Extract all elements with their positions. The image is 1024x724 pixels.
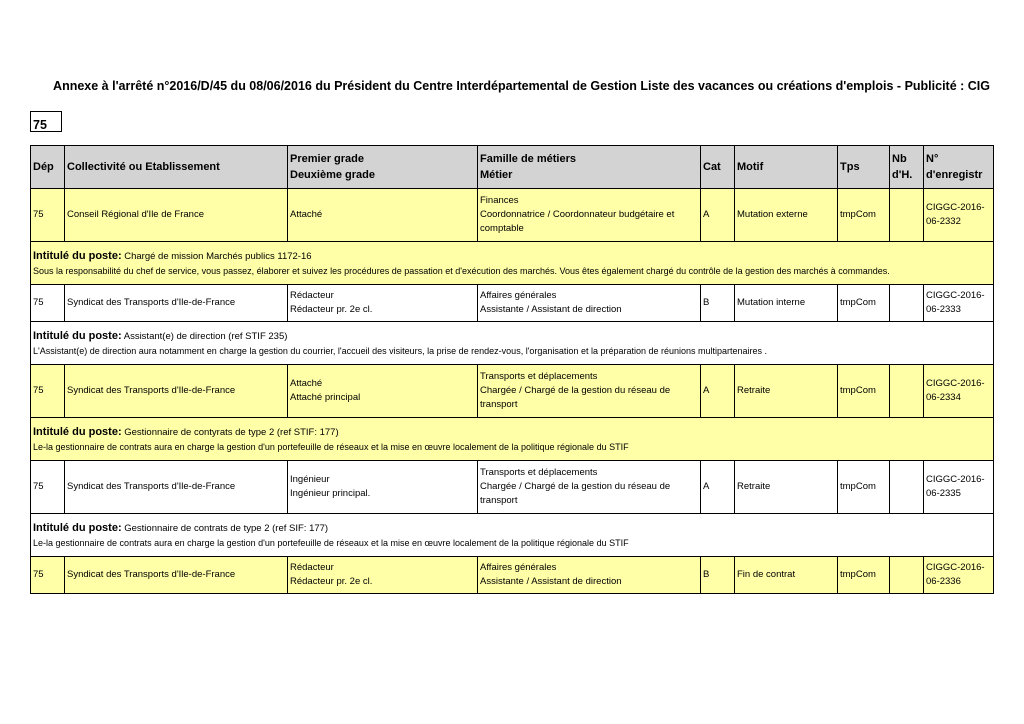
cell-famille-metier (478, 461, 701, 514)
intitule-label: Intitulé du poste: (33, 425, 122, 438)
intitule-value: Chargé de mission Marchés publics 1172-16 (124, 250, 312, 262)
cell-num (924, 365, 994, 418)
cell-grade1: Attaché (290, 209, 323, 220)
job-description-cell (31, 322, 994, 365)
cell-num (924, 285, 994, 322)
cell-metier: Coordonnatrice / Coordonnateur budgétaire et comptable (480, 209, 675, 234)
cell-grades (288, 461, 478, 514)
cell-nb (890, 557, 924, 594)
table-row (31, 461, 994, 514)
header-famille-metier (478, 146, 701, 189)
cell-tps: tmpCom (838, 285, 890, 322)
cell-grade1: Rédacteur (290, 290, 334, 301)
cell-num (924, 461, 994, 514)
job-description-row (31, 418, 994, 461)
header-metier: Métier (480, 169, 513, 181)
header-famille: Famille de métiers (480, 153, 576, 165)
intitule-label: Intitulé du poste: (33, 521, 122, 534)
cell-famille: Finances (480, 195, 519, 206)
cell-motif: Retraite (735, 461, 838, 514)
header-grade2: Deuxième grade (290, 169, 375, 181)
cell-grades (288, 365, 478, 418)
cell-num-1: CIGGC-2016- (926, 202, 985, 213)
job-description-cell (31, 242, 994, 285)
header-tps: Tps (838, 146, 890, 189)
table-row (31, 365, 994, 418)
header-num (924, 146, 994, 189)
header-nb (890, 146, 924, 189)
document-title: Annexe à l'arrêté n°2016/D/45 du 08/06/2016 du Président du Centre Interdépartemental de Gestion Liste des vacances ou créations d'emplois - Publicité : CIG (53, 79, 990, 93)
cell-num-1: CIGGC-2016- (926, 290, 985, 301)
cell-num-2: 06-2332 (926, 216, 961, 227)
cell-num-2: 06-2334 (926, 392, 961, 403)
cell-num-1: CIGGC-2016- (926, 474, 985, 485)
cell-motif: Mutation externe (735, 189, 838, 242)
header-dep: Dép (31, 146, 65, 189)
job-description-row (31, 242, 994, 285)
cell-collectivite: Syndicat des Transports d'Ile-de-France (65, 557, 288, 594)
cell-grade2: Attaché principal (290, 392, 361, 403)
cell-cat: A (701, 189, 735, 242)
cell-motif: Mutation interne (735, 285, 838, 322)
cell-grade1: Attaché (290, 378, 323, 389)
job-description-row (31, 514, 994, 557)
cell-num-1: CIGGC-2016- (926, 378, 985, 389)
cell-metier: Assistante / Assistant de direction (480, 304, 622, 315)
cell-grades (288, 189, 478, 242)
cell-grade2: Rédacteur pr. 2e cl. (290, 304, 373, 315)
table-row (31, 285, 994, 322)
header-num-1: N° (926, 153, 939, 165)
cell-tps: tmpCom (838, 557, 890, 594)
cell-metier: Chargée / Chargé de la gestion du réseau de transport (480, 481, 671, 506)
cell-collectivite: Syndicat des Transports d'Ile-de-France (65, 285, 288, 322)
cell-tps: tmpCom (838, 365, 890, 418)
cell-famille-metier (478, 285, 701, 322)
intitule-label: Intitulé du poste: (33, 329, 122, 342)
job-description-text: Le-la gestionnaire de contrats aura en charge la gestion d'un portefeuille de réseaux et la mise en œuvre localement de la politique régionale du STIF (33, 537, 629, 548)
cell-grade1: Rédacteur (290, 562, 334, 573)
cell-collectivite: Syndicat des Transports d'Ile-de-France (65, 461, 288, 514)
job-description-text: Sous la responsabilité du chef de service, vous passez, élaborer et suivez les procédures de passation et d'exécution des marchés. Vous êtes également chargé du contrôle de la gestion des marchés à commandes. (33, 265, 890, 276)
cell-num-1: CIGGC-2016- (926, 562, 985, 573)
header-cat: Cat (701, 146, 735, 189)
vacancies-table (30, 145, 994, 594)
cell-tps: tmpCom (838, 461, 890, 514)
cell-cat: B (701, 285, 735, 322)
cell-nb (890, 189, 924, 242)
job-description-text: Le-la gestionnaire de contrats aura en charge la gestion d'un portefeuille de réseaux et la mise en œuvre localement de la politique régionale du STIF (33, 441, 629, 452)
cell-famille: Affaires générales (480, 290, 557, 301)
cell-grades (288, 557, 478, 594)
cell-num-2: 06-2335 (926, 488, 961, 499)
cell-num-2: 06-2333 (926, 304, 961, 315)
cell-dep: 75 (31, 285, 65, 322)
table-row (31, 557, 994, 594)
cell-num-2: 06-2336 (926, 576, 961, 587)
cell-cat: A (701, 461, 735, 514)
intitule-label: Intitulé du poste: (33, 249, 122, 262)
intitule-value: Assistant(e) de direction (ref STIF 235) (123, 330, 288, 342)
header-motif: Motif (735, 146, 838, 189)
job-description-cell (31, 418, 994, 461)
cell-tps: tmpCom (838, 189, 890, 242)
cell-motif: Retraite (735, 365, 838, 418)
cell-grade2: Rédacteur pr. 2e cl. (290, 576, 373, 587)
cell-nb (890, 365, 924, 418)
header-nb-1: Nb (892, 153, 907, 165)
cell-nb (890, 461, 924, 514)
cell-grades (288, 285, 478, 322)
cell-nb (890, 285, 924, 322)
header-grades (288, 146, 478, 189)
job-description-text: L'Assistant(e) de direction aura notamment en charge la gestion du courrier, l'accueil des visiteurs, la prise de rendez-vous, l'organisation et la préparation de réunions multipartenaires . (33, 345, 768, 356)
department-code: 75 (30, 111, 62, 132)
job-description-cell (31, 514, 994, 557)
cell-famille: Affaires générales (480, 562, 557, 573)
cell-dep: 75 (31, 461, 65, 514)
cell-motif: Fin de contrat (735, 557, 838, 594)
cell-cat: A (701, 365, 735, 418)
header-nb-2: d'H. (892, 169, 913, 181)
cell-collectivite: Conseil Régional d'Ile de France (65, 189, 288, 242)
intitule-value: Gestionnaire de contyrats de type 2 (ref STIF: 177) (124, 426, 339, 438)
table-row (31, 189, 994, 242)
cell-famille: Transports et déplacements (480, 371, 598, 382)
cell-cat: B (701, 557, 735, 594)
cell-dep: 75 (31, 557, 65, 594)
intitule-value: Gestionnaire de contrats de type 2 (ref SIF: 177) (124, 522, 329, 534)
header-grade1: Premier grade (290, 153, 364, 165)
cell-famille-metier (478, 189, 701, 242)
cell-num (924, 189, 994, 242)
job-description-row (31, 322, 994, 365)
cell-famille-metier (478, 557, 701, 594)
cell-famille-metier (478, 365, 701, 418)
cell-metier: Chargée / Chargé de la gestion du réseau de transport (480, 385, 671, 410)
cell-metier: Assistante / Assistant de direction (480, 576, 622, 587)
cell-grade2: Ingénieur principal. (290, 488, 371, 499)
cell-dep: 75 (31, 365, 65, 418)
table-header-row (31, 146, 994, 189)
cell-dep: 75 (31, 189, 65, 242)
header-num-2: d'enregistr (926, 169, 983, 181)
header-collectivite: Collectivité ou Etablissement (65, 146, 288, 189)
cell-num (924, 557, 994, 594)
cell-famille: Transports et déplacements (480, 467, 598, 478)
cell-grade1: Ingénieur (290, 474, 330, 485)
cell-collectivite: Syndicat des Transports d'Ile-de-France (65, 365, 288, 418)
